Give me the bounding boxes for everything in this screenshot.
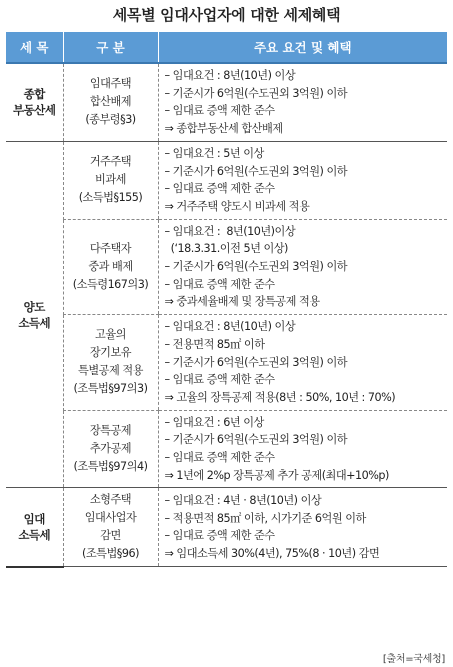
tax-item-cell	[6, 141, 63, 488]
tax-item-cell	[6, 488, 63, 567]
requirement-line: – 임대료 증액 제한 준수	[164, 529, 275, 543]
requirements-cell	[158, 141, 447, 219]
source-note: [출처=국세청]	[382, 654, 445, 665]
tax-item-line: 소득세	[18, 528, 51, 543]
table-row	[6, 488, 447, 567]
requirement-line: – 임대요건 : 5년 이상	[164, 146, 264, 160]
tax-item-cell	[6, 63, 63, 141]
requirement-line: – 임대료 증액 제한 준수	[164, 277, 275, 291]
tax-benefit-table	[6, 32, 447, 568]
category-cell	[63, 410, 158, 488]
category-line: 중과 배제	[88, 259, 133, 273]
requirement-line: – 기준시가 6억원(수도권외 3억원) 이하	[164, 355, 348, 369]
requirement-line: ⇒ 임대소득세 30%(4년), 75%(8 · 10년) 감면	[164, 547, 380, 561]
requirements-cell	[158, 410, 447, 488]
requirement-line: – 임대요건 : 4년 · 8년(10년) 이상	[164, 494, 322, 508]
requirements-cell	[158, 315, 447, 411]
category-line: 합산배제	[89, 95, 132, 109]
category-line: (종부령§3)	[85, 113, 136, 127]
requirement-line: – 적용면적 85㎡ 이하, 시가기준 6억원 이하	[164, 511, 366, 525]
category-line: (조특법§96)	[82, 547, 139, 561]
requirement-line: – 임대요건 : 8년(10년) 이상	[164, 69, 296, 82]
requirement-line: (‘18.3.31.이전 5년 이상)	[164, 242, 288, 256]
category-cell	[63, 488, 158, 567]
tax-item-line: 양도	[23, 299, 45, 314]
category-line: 소형주택	[89, 493, 132, 507]
requirement-line: ⇒ 거주주택 양도시 비과세 적용	[164, 199, 310, 213]
requirement-line: – 기준시가 6억원(수도권외 3억원) 이하	[164, 86, 348, 100]
requirement-line: – 임대료 증액 제한 준수	[164, 451, 275, 465]
requirements-cell	[158, 488, 447, 567]
category-line: 비과세	[95, 173, 126, 187]
requirement-line: ⇒ 종합부동산세 합산배제	[164, 122, 283, 136]
table-row	[6, 219, 447, 315]
requirement-line: ⇒ 고율의 장특공제 적용(8년 : 50%, 10년 : 70%)	[164, 390, 396, 404]
requirement-line: – 전용면적 85㎡ 이하	[164, 337, 265, 351]
requirement-line: – 임대요건 : 8년(10년)이상	[164, 224, 296, 238]
requirement-line: – 기준시가 6억원(수도권외 3억원) 이하	[164, 433, 348, 447]
requirements-cell	[158, 219, 447, 315]
requirement-line: – 기준시가 6억원(수도권외 3억원) 이하	[164, 260, 348, 274]
category-line: 고율의	[95, 328, 126, 342]
category-line: 거주주택	[89, 155, 132, 169]
requirement-line: – 기준시가 6억원(수도권외 3억원) 이하	[164, 164, 348, 178]
category-cell	[63, 315, 158, 411]
category-cell	[63, 141, 158, 219]
header-tax-item: 세 목	[6, 32, 63, 63]
tax-item-line: 종합	[23, 87, 45, 102]
category-line: 감면	[100, 529, 121, 543]
category-line: (소득법§155)	[78, 191, 143, 205]
requirement-line: ⇒ 중과세율배제 및 장특공제 적용	[164, 295, 320, 309]
table-header-row	[6, 32, 447, 63]
table-row	[6, 315, 447, 411]
requirements-cell	[158, 63, 447, 141]
table-row	[6, 63, 447, 141]
table-body	[6, 63, 447, 567]
header-category: 구 분	[63, 32, 158, 63]
page-title: 세목별 임대사업자에 대한 세제혜택	[112, 6, 341, 24]
category-line: (조특법§97의4)	[73, 460, 148, 474]
requirement-line: – 임대료 증액 제한 준수	[164, 104, 275, 118]
category-line: (조특법§97의3)	[73, 382, 148, 396]
header-requirements: 주요 요건 및 혜택	[158, 32, 447, 63]
category-line: 추가공제	[89, 442, 132, 456]
table-row	[6, 141, 447, 219]
requirement-line: – 임대료 증액 제한 준수	[164, 373, 275, 387]
tax-item-line: 부동산세	[13, 103, 56, 118]
category-line: 장특공제	[89, 424, 132, 438]
category-line: (소득령167의3)	[72, 277, 149, 291]
requirement-line: – 임대요건 : 8년(10년) 이상	[164, 320, 296, 334]
category-cell	[63, 219, 158, 315]
category-line: 특별공제 적용	[78, 364, 143, 378]
category-line: 다주택자	[89, 241, 132, 255]
category-cell	[63, 63, 158, 141]
category-line: 장기보유	[89, 346, 132, 360]
table-row	[6, 410, 447, 488]
requirement-line: – 임대요건 : 6년 이상	[164, 415, 264, 429]
category-line: 임대주택	[89, 77, 132, 91]
tax-item-line: 임대	[23, 512, 45, 527]
requirement-line: – 임대료 증액 제한 준수	[164, 182, 275, 196]
requirement-line: ⇒ 1년에 2%p 장특공제 추가 공제(최대+10%p)	[164, 468, 389, 482]
category-line: 임대사업자	[84, 511, 137, 525]
tax-item-line: 소득세	[18, 315, 51, 330]
